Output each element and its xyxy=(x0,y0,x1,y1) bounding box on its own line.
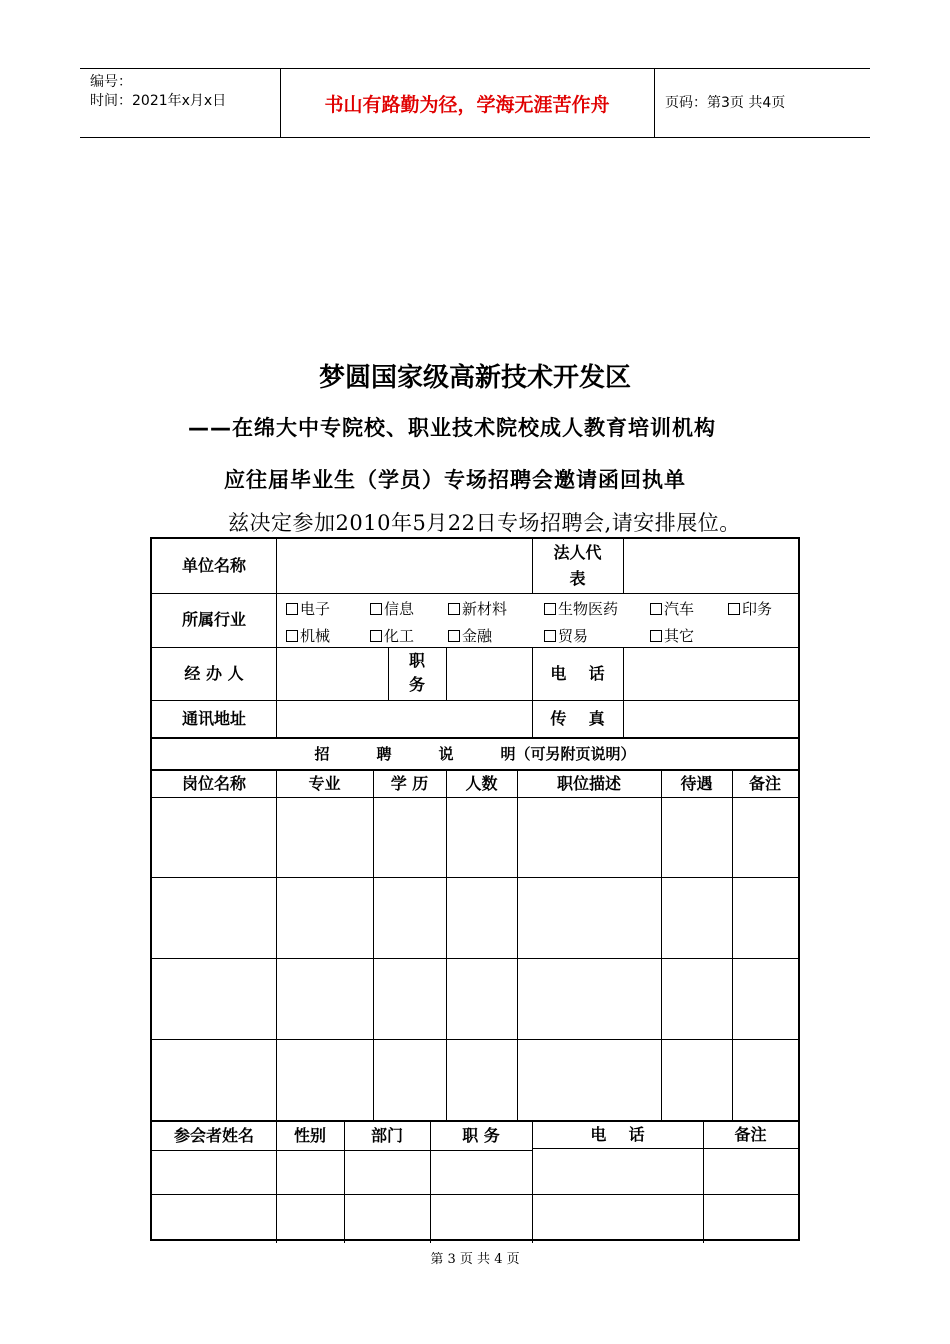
header-motto-cell xyxy=(280,69,655,137)
attendee-header-position: 职 务 xyxy=(462,1126,500,1145)
attendee-header-department: 部门 xyxy=(370,1126,403,1145)
industry-option[interactable]: 印务 xyxy=(728,598,772,619)
phone-label: 电 话 xyxy=(550,663,605,683)
checkbox-icon[interactable] xyxy=(544,603,556,615)
header-page-cell xyxy=(655,69,870,137)
checkbox-icon[interactable] xyxy=(544,630,556,642)
attendee-header-phone: 电 话 xyxy=(590,1125,645,1144)
page-footer: 第 3 页 共 4 页 xyxy=(430,1252,520,1267)
position-label-2: 务 xyxy=(408,675,425,694)
legal-rep-label-1: 法人代 xyxy=(553,543,602,562)
time-label: 时间：2021年x月x日 xyxy=(90,93,227,109)
header-meta xyxy=(80,69,281,137)
checkbox-icon[interactable] xyxy=(728,603,740,615)
job-header-education: 学 历 xyxy=(390,774,429,793)
attendee-header-name: 参会者姓名 xyxy=(173,1126,254,1145)
industry-option[interactable]: 信息 xyxy=(370,598,414,619)
position-label-1: 职 xyxy=(408,651,425,670)
legal-rep-label-2: 表 xyxy=(569,569,586,588)
document-subtitle-2: 应往届毕业生（学员）专场招聘会邀请函回执单 xyxy=(224,468,686,492)
document-subtitle-1: ——在绵大中专院校、职业技术院校成人教育培训机构 xyxy=(188,416,716,440)
job-header-salary: 待遇 xyxy=(680,774,713,793)
industry-option[interactable]: 其它 xyxy=(650,625,694,646)
fax-label: 传 真 xyxy=(550,708,605,728)
page-header xyxy=(80,68,870,138)
attendee-header-gender: 性别 xyxy=(293,1126,326,1145)
checkbox-icon[interactable] xyxy=(286,630,298,642)
industry-option[interactable]: 贸易 xyxy=(544,625,588,646)
reply-form xyxy=(150,537,800,1241)
job-header-title: 岗位名称 xyxy=(181,774,246,793)
number-label: 编号： xyxy=(90,74,132,90)
attendee-header-remarks: 备注 xyxy=(734,1125,767,1144)
job-header-major: 专业 xyxy=(308,774,341,793)
industry-option[interactable]: 汽车 xyxy=(650,598,694,619)
industry-option[interactable]: 新材料 xyxy=(448,598,507,619)
job-header-count: 人数 xyxy=(465,774,498,793)
industry-option[interactable]: 机械 xyxy=(286,625,330,646)
document-title: 梦圆国家级高新技术开发区 xyxy=(318,363,631,393)
industry-option[interactable]: 化工 xyxy=(370,625,414,646)
checkbox-icon[interactable] xyxy=(370,630,382,642)
checkbox-icon[interactable] xyxy=(286,603,298,615)
industry-option[interactable]: 金融 xyxy=(448,625,492,646)
handler-label: 经 办 人 xyxy=(184,663,244,683)
checkbox-icon[interactable] xyxy=(650,603,662,615)
page-code: 页码：第3页 共4页 xyxy=(665,95,786,111)
industry-option[interactable]: 电子 xyxy=(286,598,330,619)
job-header-description: 职位描述 xyxy=(556,774,621,793)
recruit-note: 招 聘 说 明（可另附页说明） xyxy=(314,745,636,763)
checkbox-icon[interactable] xyxy=(370,603,382,615)
industry-option[interactable]: 生物医药 xyxy=(544,598,618,619)
statement: 兹决定参加2010年5月22日专场招聘会,请安排展位。 xyxy=(228,511,741,535)
checkbox-icon[interactable] xyxy=(448,630,460,642)
address-label: 通讯地址 xyxy=(181,708,246,728)
checkbox-icon[interactable] xyxy=(448,603,460,615)
job-header-remarks: 备注 xyxy=(748,774,781,793)
unit-name-label: 单位名称 xyxy=(181,556,246,575)
checkbox-icon[interactable] xyxy=(650,630,662,642)
industry-label: 所属行业 xyxy=(181,610,246,629)
motto: 书山有路勤为径，学海无涯苦作舟 xyxy=(324,93,610,116)
